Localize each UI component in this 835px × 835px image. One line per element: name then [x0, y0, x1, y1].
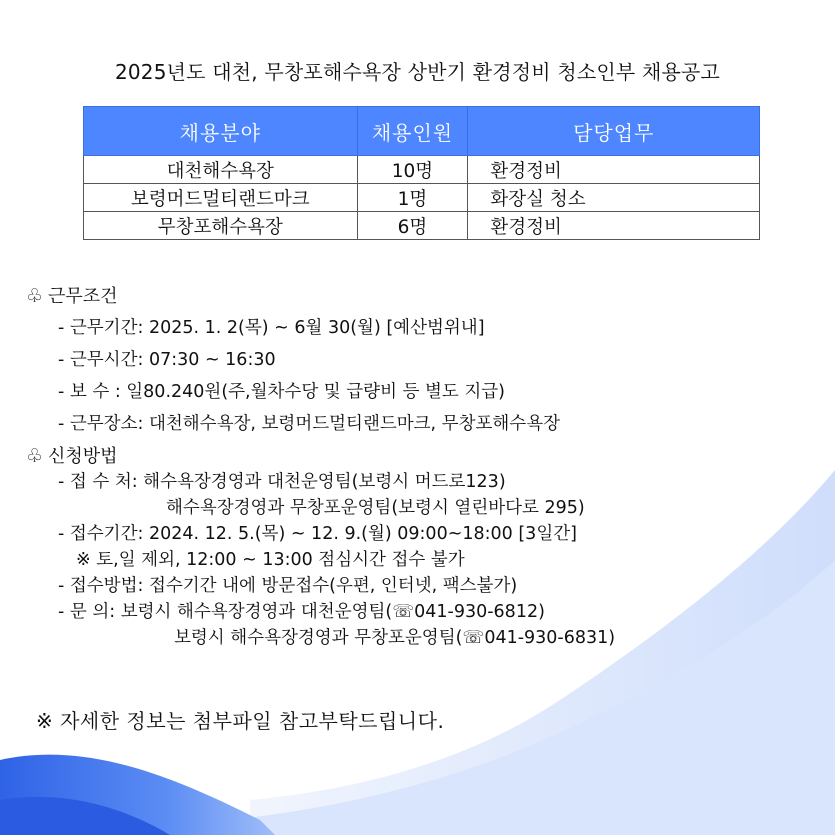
inquiry-line: - 문 의: 보령시 해수욕장경영과 대천운영팀(☏041-930-6812): [58, 602, 545, 622]
table-header-row: [84, 107, 760, 156]
reception-line-2: 해수욕장경영과 무창포운영팀(보령시 열린바다로 295): [166, 498, 585, 518]
cell-count: 10명: [357, 156, 468, 184]
clover-icon: ♧: [26, 445, 44, 467]
table-row: [84, 212, 760, 240]
table-row: [84, 184, 760, 212]
cell-duty: 환경정비: [468, 156, 760, 184]
work-hours-line: - 근무시간: 07:30 ~ 16:30: [58, 350, 276, 370]
recruitment-table: [83, 106, 760, 240]
reception-line: - 접 수 처: 해수욕장경영과 대천운영팀(보령시 머드로123): [58, 472, 506, 492]
work-period-line: - 근무기간: 2025. 1. 2(목) ~ 6월 30(월) [예산범위내]: [58, 318, 485, 338]
cell-count: 1명: [357, 184, 468, 212]
cell-duty: 환경정비: [468, 212, 760, 240]
header-duty: 담당업무: [468, 107, 760, 156]
inquiry-line-2: 보령시 해수욕장경영과 무창포운영팀(☏041-930-6831): [174, 628, 616, 648]
table-row: [84, 156, 760, 184]
section-heading-work: ♧ 근무조건: [26, 285, 118, 307]
cell-count: 6명: [357, 212, 468, 240]
clover-icon: ♧: [26, 285, 44, 307]
page-title: 2025년도 대천, 무창포해수욕장 상반기 환경정비 청소인부 채용공고: [114, 60, 721, 84]
cell-field: 대천해수욕장: [84, 156, 358, 184]
section-heading-apply: ♧ 신청방법: [26, 445, 118, 467]
cell-duty: 화장실 청소: [468, 184, 760, 212]
attachment-note: ※ 자세한 정보는 첨부파일 참고부탁드립니다.: [36, 709, 445, 733]
work-location-line: - 근무장소: 대천해수욕장, 보령머드멀티랜드마크, 무창포해수욕장: [58, 414, 561, 434]
header-count: 채용인원: [357, 107, 468, 156]
application-period-line: - 접수기간: 2024. 12. 5.(목) ~ 12. 9.(월) 09:00~18:00 [3일간]: [58, 524, 577, 544]
exclusion-note-line: ※ 토,일 제외, 12:00 ~ 13:00 점심시간 접수 불가: [76, 550, 465, 570]
application-method-line: - 접수방법: 접수기간 내에 방문접수(우편, 인터넷, 팩스불가): [58, 576, 518, 596]
cell-field: 무창포해수욕장: [84, 212, 358, 240]
pay-line: - 보 수 : 일80.240원(주,월차수당 및 급량비 등 별도 지급): [58, 382, 506, 402]
header-field: 채용분야: [84, 107, 358, 156]
cell-field: 보령머드멀티랜드마크: [84, 184, 358, 212]
